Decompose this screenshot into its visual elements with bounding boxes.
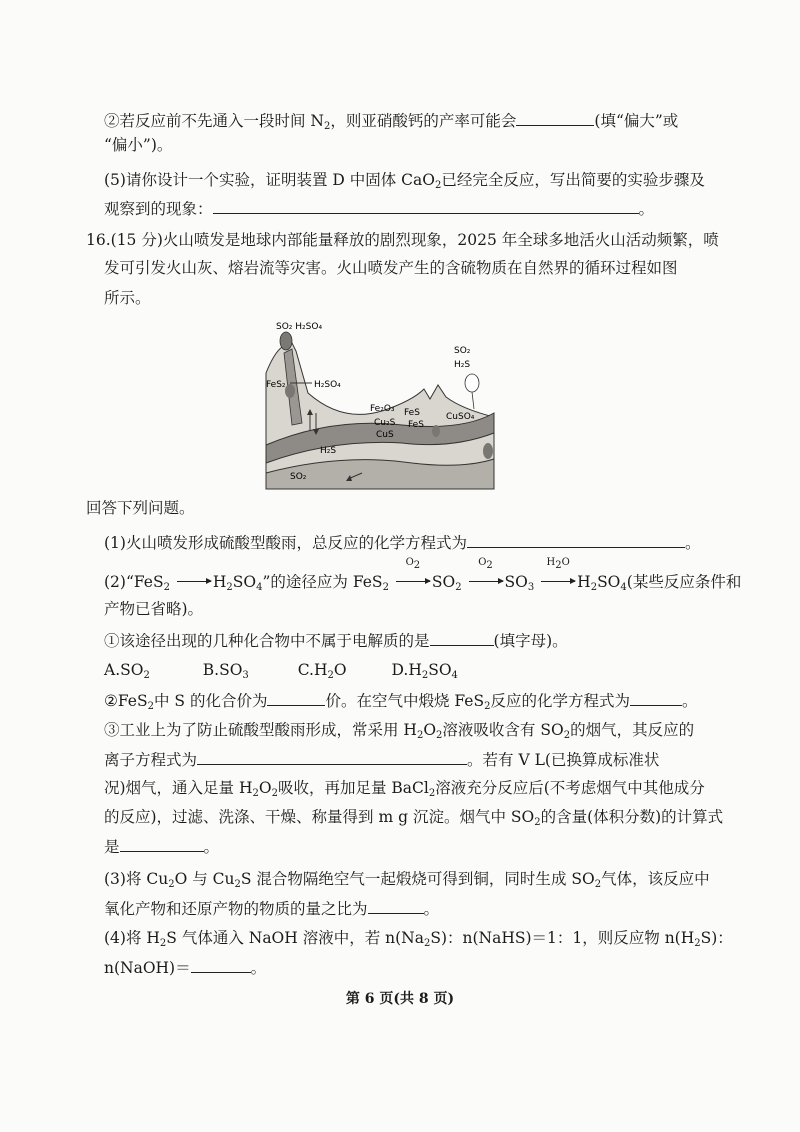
label-cus: CuS xyxy=(376,430,394,440)
options-row: $A.SO_2$ $B.SO_3$ $C.H_2O$ $D.H_2SO_4$ xyxy=(104,661,458,681)
part-1: (1)火山喷发形成硫酸型酸雨，总反应的化学方程式为 。 xyxy=(104,531,700,554)
droplet-icon xyxy=(483,443,493,459)
line-2: “偏小”)。 xyxy=(104,136,173,154)
part-2-sub-3-line-2: 离子方程式为 。若有 V L(已换算成标准状 xyxy=(104,748,659,771)
line-4: 观察到的现象： 。 xyxy=(104,197,654,220)
reaction-arrow-icon xyxy=(177,571,211,593)
label-so2-low: SO₂ xyxy=(290,472,307,482)
label-fes2: FeS₂ xyxy=(266,380,286,390)
reaction-arrow-icon: $O_2$ xyxy=(396,571,430,593)
sulfur-cycle-diagram xyxy=(262,313,502,493)
part-2-sub-3-line-5: 是 。 xyxy=(104,835,219,858)
label-h2s-low: H₂S xyxy=(320,446,337,456)
label-h2so4: H₂SO₄ xyxy=(314,380,341,390)
droplet-icon xyxy=(432,425,440,437)
part-3-line-2: 氧化产物和还原产物的物质的量之比为 。 xyxy=(104,897,439,920)
part-2-sub-2: ②FeS$_2$中 S 的化合价为 价。在空气中煅烧 FeS$_2$反应的化学方程式为 。 xyxy=(104,689,698,712)
label-cu2s: Cu₂S xyxy=(374,418,396,428)
label-fes-b: FeS xyxy=(408,420,424,430)
line-1: ②若反应前不先通入一段时间 $N_2$，则亚硝酸钙的产率可能会 (填“偏大”或 xyxy=(104,109,678,132)
part-4-line-1: (4)将 $H_2S$ 气体通入 NaOH 溶液中，若 $n(Na_2S)$：n(NaHS)＝1：1，则反应物 $n(H_2S)$： xyxy=(104,929,733,949)
question-16-line-1: 16.(15 分)火山喷发是地球内部能量释放的剧烈现象，2025 年全球多地活火山活动频繁，喷 xyxy=(86,231,719,249)
label-cuso4: CuSO₄ xyxy=(446,412,475,422)
answer-intro: 回答下列问题。 xyxy=(86,499,195,517)
part-2-sub-3-line-3: 况)烟气，通入足量 $H_2O_2$吸收，再加足量 BaCl$_2$溶液充分反应后(不考虑烟气中其他成分 xyxy=(104,779,705,799)
label-top-so2-h2so4: SO₂ H₂SO₄ xyxy=(276,322,323,332)
reaction-arrow-icon: $H_2O$ xyxy=(541,571,575,593)
label-right-h2s: H₂S xyxy=(454,360,471,370)
droplet-icon xyxy=(285,384,295,398)
part-3-line-1: (3)将 $Cu_2O$ 与 $Cu_2S$ 混合物隔绝空气一起煅烧可得到铜，同时生成 $SO_2$气体，该反应中 xyxy=(104,870,710,890)
question-16-line-3: 所示。 xyxy=(104,289,151,307)
label-fes: FeS xyxy=(404,408,420,418)
question-16-line-2: 发可引发火山灰、熔岩流等灾害。火山喷发产生的含硫物质在自然界的循环过程如图 xyxy=(104,259,678,277)
part-2-sub-1: ①该途径出现的几种化合物中不属于电解质的是 (填字母)。 xyxy=(104,629,568,652)
part-2-line-1: (2)“FeS$_2$ $H_2SO_4$”的途径应为 FeS$_2$ $O_2$ $SO_2$ $O_2$ $SO_3$ $H_2O$ $H_2SO_4$(某些反应条件和 xyxy=(104,557,742,593)
reaction-arrow-icon: $O_2$ xyxy=(469,571,503,593)
part-4-line-2: n(NaOH)＝ 。 xyxy=(104,956,266,979)
line-3: (5)请你设计一个实验，证明装置 D 中固体 CaO$_2$已经完全反应，写出简要的实验步骤及 xyxy=(104,171,705,191)
label-fe2o3: Fe₂O₃ xyxy=(370,404,395,414)
page-footer: 第 6 页(共 8 页) xyxy=(345,991,455,1007)
label-right-so2: SO₂ xyxy=(454,346,471,356)
part-2-line-2: 产物已省略)。 xyxy=(104,600,204,618)
part-2-sub-3-line-4: 的反应)，过滤、洗涤、干燥、称量得到 m g 沉淀。烟气中 $SO_2$的含量(体积分数)的计算式 xyxy=(104,808,724,828)
part-2-sub-3-line-1: ③工业上为了防止硫酸型酸雨形成，常采用 $H_2O_2$溶液吸收含有 $SO_2$的烟气，其反应的 xyxy=(104,721,695,741)
